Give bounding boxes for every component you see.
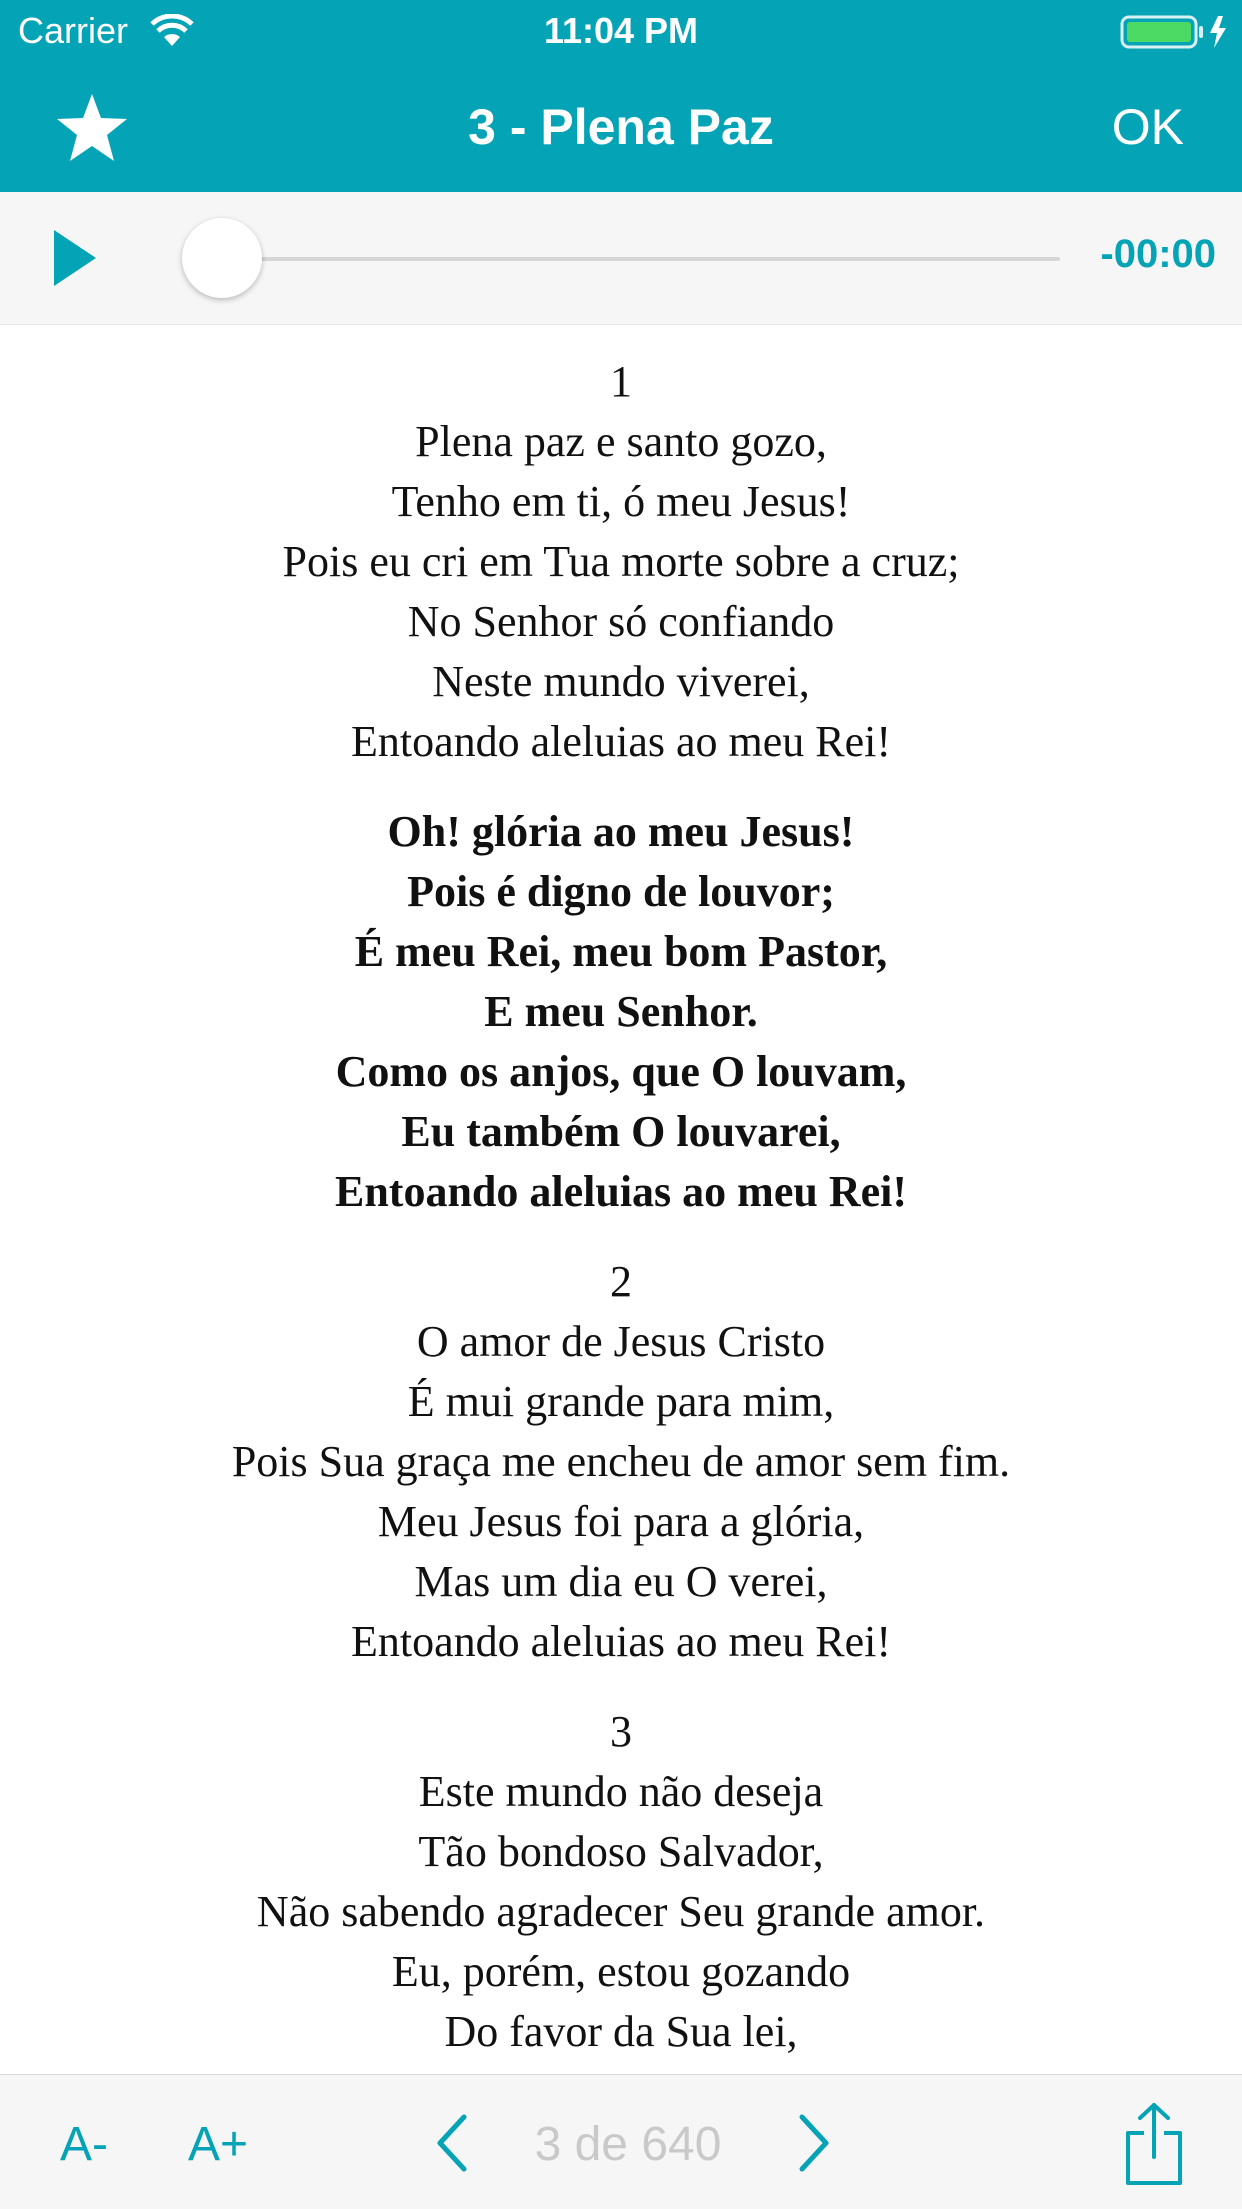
lyric-line: Entoando aleluias ao meu Rei! xyxy=(350,1617,892,1666)
lyric-line: É mui grande para mim, xyxy=(407,1377,835,1426)
chevron-right-icon[interactable] xyxy=(794,2111,834,2180)
stanza-1 xyxy=(0,352,1242,772)
page-title: 3 - Plena Paz xyxy=(468,99,774,155)
carrier-label: Carrier xyxy=(18,10,129,51)
lyric-line: Mas um dia eu O verei, xyxy=(414,1557,828,1606)
stanza-number: 3 xyxy=(610,1707,632,1756)
progress-track[interactable] xyxy=(220,257,1060,261)
lyric-line: Não sabendo agradecer Seu grande amor. xyxy=(256,1887,986,1936)
stanza-3 xyxy=(0,1702,1242,2062)
chorus-line: E meu Senhor. xyxy=(484,987,758,1036)
lyric-line: O amor de Jesus Cristo xyxy=(416,1317,826,1366)
increase-font-button[interactable]: A+ xyxy=(188,2118,249,2171)
chevron-left-icon[interactable] xyxy=(432,2111,472,2180)
lyric-line: Do favor da Sua lei, xyxy=(444,2007,798,2056)
chorus-line: Oh! glória ao meu Jesus! xyxy=(387,807,855,856)
status-time: 11:04 PM xyxy=(543,10,699,51)
ok-button[interactable]: OK xyxy=(1111,99,1184,155)
lyric-line: Pois eu cri em Tua morte sobre a cruz; xyxy=(282,537,960,586)
lyric-line: No Senhor só confiando xyxy=(407,597,835,646)
lyric-line: Eu, porém, estou gozando xyxy=(391,1947,851,1996)
stanza-number: 2 xyxy=(610,1257,632,1306)
lyric-line: Pois Sua graça me encheu de amor sem fim. xyxy=(231,1437,1011,1486)
lyric-line: Este mundo não deseja xyxy=(418,1767,824,1816)
lyric-line: Tenho em ti, ó meu Jesus! xyxy=(391,477,851,526)
lyrics-view[interactable] xyxy=(0,324,1242,2074)
audio-player xyxy=(0,192,1242,325)
chorus-line: Eu também O louvarei, xyxy=(401,1107,841,1156)
chorus-line: Pois é digno de louvor; xyxy=(407,867,835,916)
top-bar xyxy=(0,0,1242,192)
chorus-line: Entoando aleluias ao meu Rei! xyxy=(334,1167,908,1216)
chorus xyxy=(0,802,1242,1222)
time-remaining: -00:00 xyxy=(1100,232,1216,276)
bottom-toolbar xyxy=(0,2074,1242,2209)
lyric-line: Plena paz e santo gozo, xyxy=(415,417,827,466)
lyric-line: Meu Jesus foi para a glória, xyxy=(377,1497,865,1546)
lyric-line: Tão bondoso Salvador, xyxy=(418,1827,824,1876)
status-bar xyxy=(0,0,1242,60)
decrease-font-button[interactable]: A- xyxy=(60,2118,108,2171)
battery-icon xyxy=(1120,14,1230,55)
share-icon[interactable] xyxy=(1124,2101,1184,2192)
lyric-line: Entoando aleluias ao meu Rei! xyxy=(350,717,892,766)
page-indicator: 3 de 640 xyxy=(534,2118,722,2171)
nav-bar xyxy=(0,60,1242,192)
stanza-number: 1 xyxy=(610,357,632,406)
chorus-line: Como os anjos, que O louvam, xyxy=(335,1047,907,1096)
play-icon[interactable] xyxy=(50,226,100,290)
stanza-2 xyxy=(0,1252,1242,1672)
progress-slider-thumb[interactable] xyxy=(182,218,262,298)
lyric-line: Neste mundo viverei, xyxy=(432,657,810,706)
chorus-line: É meu Rei, meu bom Pastor, xyxy=(354,927,888,976)
